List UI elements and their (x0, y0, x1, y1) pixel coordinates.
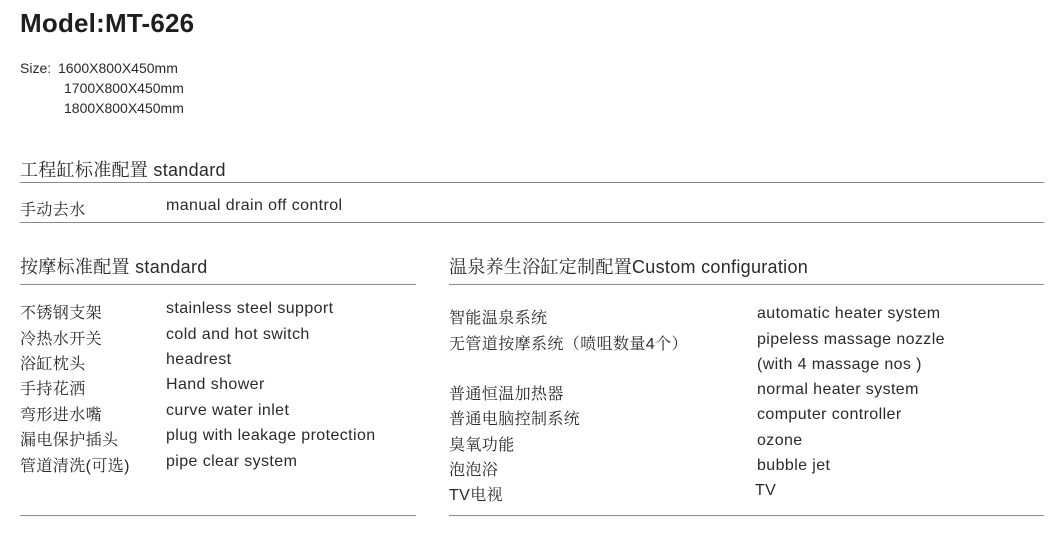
custom-item-en: TV (755, 482, 777, 499)
engineering-item-cn: 手动去水 (20, 202, 86, 219)
custom-title-divider (449, 284, 1044, 285)
custom-item-en: normal heater system (757, 381, 919, 398)
custom-item-en: automatic heater system (757, 305, 941, 322)
size-label: Size: (20, 60, 52, 76)
custom-section-title: 温泉养生浴缸定制配置Custom configuration (449, 257, 809, 277)
massage-item-cn: 冷热水开关 (20, 331, 103, 348)
massage-item-en: cold and hot switch (166, 326, 310, 343)
engineering-section-title: 工程缸标准配置 standard (20, 160, 226, 180)
custom-item-cn: 无管道按摩系统（喷咀数量4个） (449, 336, 688, 353)
custom-item-en: pipeless massage nozzle (757, 331, 945, 348)
custom-section-bottom-divider (449, 515, 1044, 516)
massage-section-title: 按摩标准配置 standard (20, 257, 208, 277)
massage-item-en: plug with leakage protection (166, 427, 376, 444)
custom-item-en-continued: (with 4 massage nos ) (757, 356, 922, 373)
custom-item-en: ozone (757, 432, 803, 449)
engineering-title-divider (20, 182, 1044, 183)
massage-item-en: curve water inlet (166, 402, 290, 419)
massage-item-en: headrest (166, 351, 232, 368)
model-title: Model:MT-626 (20, 8, 195, 38)
custom-item-cn: TV电视 (449, 487, 504, 504)
custom-item-en: computer controller (757, 406, 902, 423)
massage-item-cn: 浴缸枕头 (20, 356, 86, 373)
size-value-2: 1700X800X450mm (64, 80, 184, 96)
massage-title-divider (20, 284, 416, 285)
massage-item-en: pipe clear system (166, 453, 298, 470)
custom-item-cn: 智能温泉系统 (449, 310, 548, 327)
custom-item-cn: 普通恒温加热器 (449, 386, 564, 403)
massage-item-en: Hand shower (166, 376, 265, 393)
massage-item-cn: 手持花洒 (20, 381, 86, 398)
size-value-1: 1600X800X450mm (58, 60, 178, 76)
custom-item-cn: 普通电脑控制系统 (449, 411, 581, 428)
massage-item-cn: 弯形进水嘴 (20, 407, 103, 424)
massage-item-cn: 不锈钢支架 (20, 305, 103, 322)
massage-item-cn: 管道清洗(可选) (20, 458, 130, 475)
engineering-item-en: manual drain off control (166, 197, 343, 214)
size-value-3: 1800X800X450mm (64, 100, 184, 116)
custom-item-cn: 泡泡浴 (449, 462, 499, 479)
engineering-section-divider (20, 222, 1044, 223)
custom-item-cn: 臭氧功能 (449, 437, 515, 454)
massage-item-cn: 漏电保护插头 (20, 432, 119, 449)
massage-item-en: stainless steel support (166, 300, 334, 317)
custom-item-en: bubble jet (757, 457, 831, 474)
massage-section-bottom-divider (20, 515, 416, 516)
